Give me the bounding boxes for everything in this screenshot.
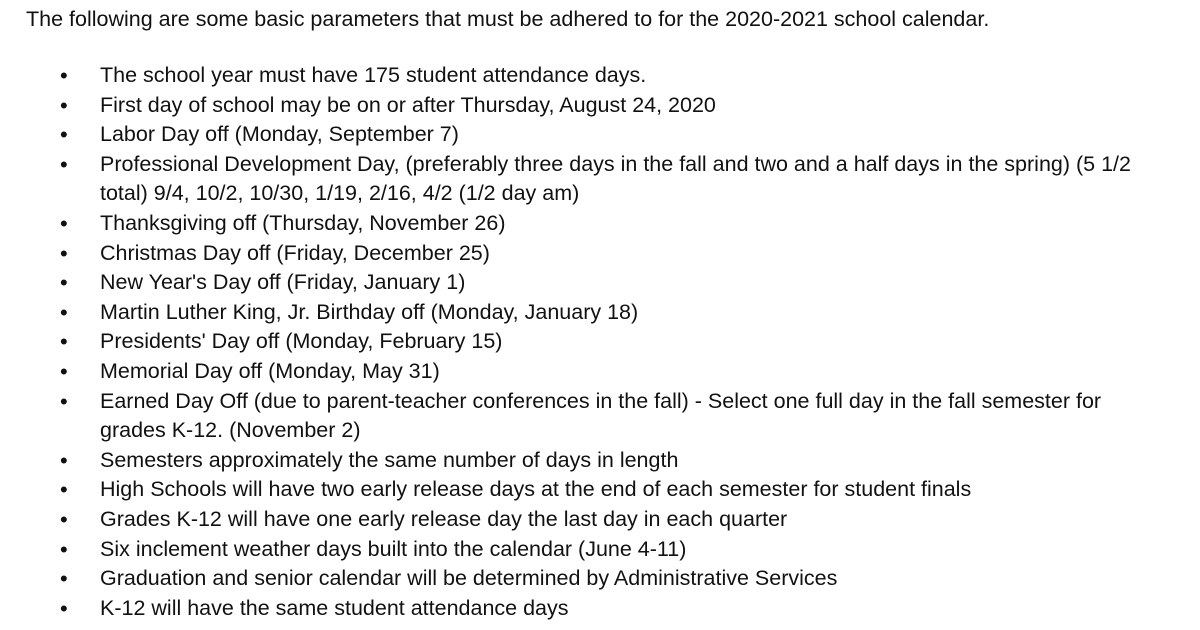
bullet-icon: • [60, 358, 68, 384]
bullet-icon: • [60, 92, 68, 118]
list-item-text: High Schools will have two early release days at the end of each semester for student finals [100, 477, 972, 502]
list-item [0, 91, 1200, 121]
list-item-text: Memorial Day off (Monday, May 31) [100, 358, 440, 383]
bullet-icon: • [60, 270, 68, 296]
list-item-text: Martin Luther King, Jr. Birthday off (Monday, January 18) [100, 299, 639, 324]
bullet-icon: • [60, 122, 68, 148]
intro-paragraph: The following are some basic parameters that must be adhered to for the 2020-2021 school calendar. [26, 7, 990, 31]
list-item [0, 357, 1200, 387]
list-item-text: Semesters approximately the same number of days in length [100, 447, 679, 472]
bullet-icon: • [60, 329, 68, 355]
list-item [0, 209, 1200, 239]
list-item [0, 268, 1200, 298]
bullet-icon: • [60, 566, 68, 592]
list-item [0, 327, 1200, 357]
bullet-icon: • [60, 299, 68, 325]
bullet-icon: • [60, 506, 68, 532]
list-item [0, 505, 1200, 535]
list-item-text: Presidents' Day off (Monday, February 15) [100, 329, 503, 354]
bullet-icon: • [60, 151, 68, 177]
list-item-text: The school year must have 175 student attendance days. [100, 63, 647, 87]
bullet-icon: • [60, 63, 68, 88]
bullet-icon: • [60, 477, 68, 503]
list-item [0, 564, 1200, 594]
page-bottom-edge [0, 622, 1200, 630]
list-item-text: Graduation and senior calendar will be determined by Administrative Services [100, 566, 838, 591]
bullet-icon: • [60, 447, 68, 473]
list-item-text: Earned Day Off (due to parent-teacher conferences in the fall) - Select one full day in the fall semester for grades K-12. (November 2) [100, 388, 1102, 443]
list-item-text: Christmas Day off (Friday, December 25) [100, 240, 490, 265]
parameters-list [0, 61, 1200, 623]
list-item [0, 120, 1200, 150]
list-item-text: K-12 will have the same student attendance days [100, 595, 569, 620]
bullet-icon: • [60, 240, 68, 266]
list-item-text: Professional Development Day, (preferably three days in the fall and two and a half days in the spring) (5 1/2 total) 9/4, 10/2, 10/30, 1/19, 2/16, 4/2 (1/2 day am) [100, 151, 1131, 206]
list-item [0, 298, 1200, 328]
bullet-icon: • [60, 595, 68, 621]
bullet-icon: • [60, 388, 68, 414]
list-item [0, 387, 1200, 446]
list-item-text: Thanksgiving off (Thursday, November 26) [100, 210, 506, 235]
list-item [0, 446, 1200, 476]
list-item [0, 239, 1200, 269]
list-item [0, 594, 1200, 624]
bullet-icon: • [60, 536, 68, 562]
bullet-icon: • [60, 210, 68, 236]
list-item-text: New Year's Day off (Friday, January 1) [100, 270, 466, 295]
list-item [0, 150, 1200, 209]
list-item [0, 535, 1200, 565]
list-item-text: Labor Day off (Monday, September 7) [100, 122, 459, 147]
list-item [0, 475, 1200, 505]
list-item-text: Six inclement weather days built into the calendar (June 4-11) [100, 536, 687, 561]
list-item [0, 61, 1200, 91]
list-item-text: Grades K-12 will have one early release day the last day in each quarter [100, 506, 788, 531]
list-item-text: First day of school may be on or after Thursday, August 24, 2020 [100, 92, 716, 117]
